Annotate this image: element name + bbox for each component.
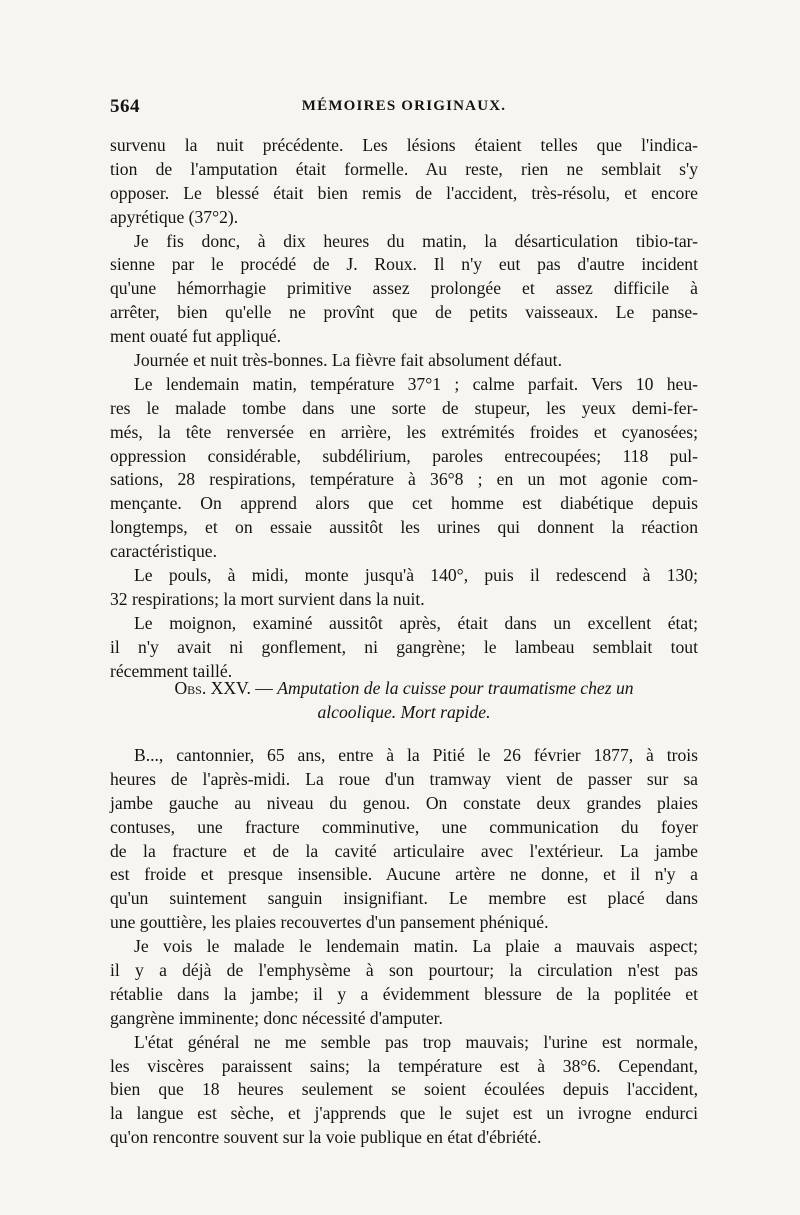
text-line: de la fracture et de la cavité articulaire avec l'extérieur. La jambe (110, 840, 698, 861)
text-line: il y a déjà de l'emphysème à son pourtour; la circulation n'est pas (110, 960, 698, 981)
text-line: Le pouls, à midi, monte jusqu'à 140°, puis il redescend à 130; (134, 565, 698, 586)
text-line: 32 respirations; la mort survient dans la nuit. (110, 588, 425, 609)
text-line: Le lendemain matin, température 37°1 ; calme parfait. Vers 10 heu- (134, 373, 698, 394)
observation-title-2: alcoolique. Mort rapide. (317, 702, 491, 722)
text-line: Journée et nuit très-bonnes. La fièvre fait absolument défaut. (134, 350, 562, 371)
text-line: survenu la nuit précédente. Les lésions étaient telles que l'indica- (110, 135, 698, 155)
text-line: heures de l'après-midi. La roue d'un tramway vient de passer sur sa (110, 768, 698, 789)
text-line: contuses, une fracture comminutive, une communication du foyer (110, 816, 698, 837)
text-line: qu'on rencontre souvent sur la voie publique en état d'ébriété. (110, 1127, 542, 1148)
text-line: ment ouaté fut appliqué. (110, 326, 281, 347)
text-line: apyrétique (37°2). (110, 206, 239, 227)
text-line: opposer. Le blessé était bien remis de l'accident, très-résolu, et encore (110, 182, 698, 203)
text-line: B..., cantonnier, 65 ans, entre à la Pitié le 26 février 1877, à trois (134, 745, 698, 765)
observation-heading (110, 676, 698, 724)
observation-title-1: Amputation de la cuisse pour traumatisme chez un (277, 678, 634, 698)
text-line: longtemps, et on essaie aussitôt les urines qui donnent la réaction (110, 517, 698, 538)
text-line: més, la tête renversée en arrière, les extrémités froides et cyanosées; (110, 421, 698, 442)
text-line: jambe gauche au niveau du genou. On constate deux grandes plaies (110, 792, 698, 813)
page-number: 564 (110, 96, 140, 117)
text-line: mençante. On apprend alors que cet homme est diabétique depuis (110, 493, 698, 514)
text-line: sienne par le procédé de J. Roux. Il n'y eut pas d'autre incident (110, 254, 698, 275)
text-line: il n'y avait ni gonflement, ni gangrène; le lambeau semblait tout (110, 636, 698, 657)
text-line: caractéristique. (110, 541, 217, 562)
text-line: Je fis donc, à dix heures du matin, la désarticulation tibio-tar- (134, 230, 698, 251)
text-line: qu'une hémorrhagie primitive assez prolongée et assez difficile à (110, 278, 698, 299)
text-line: Je vois le malade le lendemain matin. La plaie a mauvais aspect; (134, 936, 698, 957)
text-line: est froide et presque insensible. Aucune artère ne donne, et il n'y a (110, 864, 698, 885)
text-line: oppression considérable, subdélirium, paroles entrecoupées; 118 pul- (110, 445, 698, 466)
text-line: récemment taillé. (110, 660, 233, 681)
running-title: MÉMOIRES ORIGINAUX. (301, 98, 507, 114)
observation-label: Obs. XXV. (174, 678, 251, 698)
text-line: bien que 18 heures seulement se soient écoulées depuis l'accident, (110, 1079, 698, 1100)
text-line: res le malade tombe dans une sorte de stupeur, les yeux demi-fer- (110, 397, 698, 418)
section-one-text (110, 134, 698, 683)
text-line: les viscères paraissent sains; la température est à 38°6. Cependant, (110, 1055, 698, 1076)
text-line: la langue est sèche, et j'apprends que le sujet est un ivrogne endurci (110, 1103, 698, 1124)
text-line: gangrène imminente; donc nécessité d'amputer. (110, 1007, 443, 1028)
text-line: sations, 28 respirations, température à 36°8 ; en un mot agonie com- (110, 469, 698, 490)
running-head (110, 96, 698, 122)
text-line: rétablie dans la jambe; il y a évidemment blessure de la poplitée et (110, 983, 698, 1004)
observation-dash: — (255, 678, 273, 698)
text-line: tion de l'amputation était formelle. Au reste, rien ne semblait s'y (110, 158, 698, 179)
observation-heading-line-1 (110, 676, 698, 700)
text-line: arrêter, bien qu'elle ne provînt que de petits vaisseaux. Le panse- (110, 302, 698, 323)
text-line: L'état général ne me semble pas trop mauvais; l'urine est normale, (134, 1031, 698, 1052)
text-line: qu'un suintement sanguin insignifiant. Le membre est placé dans (110, 888, 698, 909)
section-two-text (110, 744, 698, 1150)
text-line: Le moignon, examiné aussitôt après, était dans un excellent état; (134, 612, 698, 633)
text-line: une gouttière, les plaies recouvertes d'un pansement phéniqué. (110, 912, 549, 933)
